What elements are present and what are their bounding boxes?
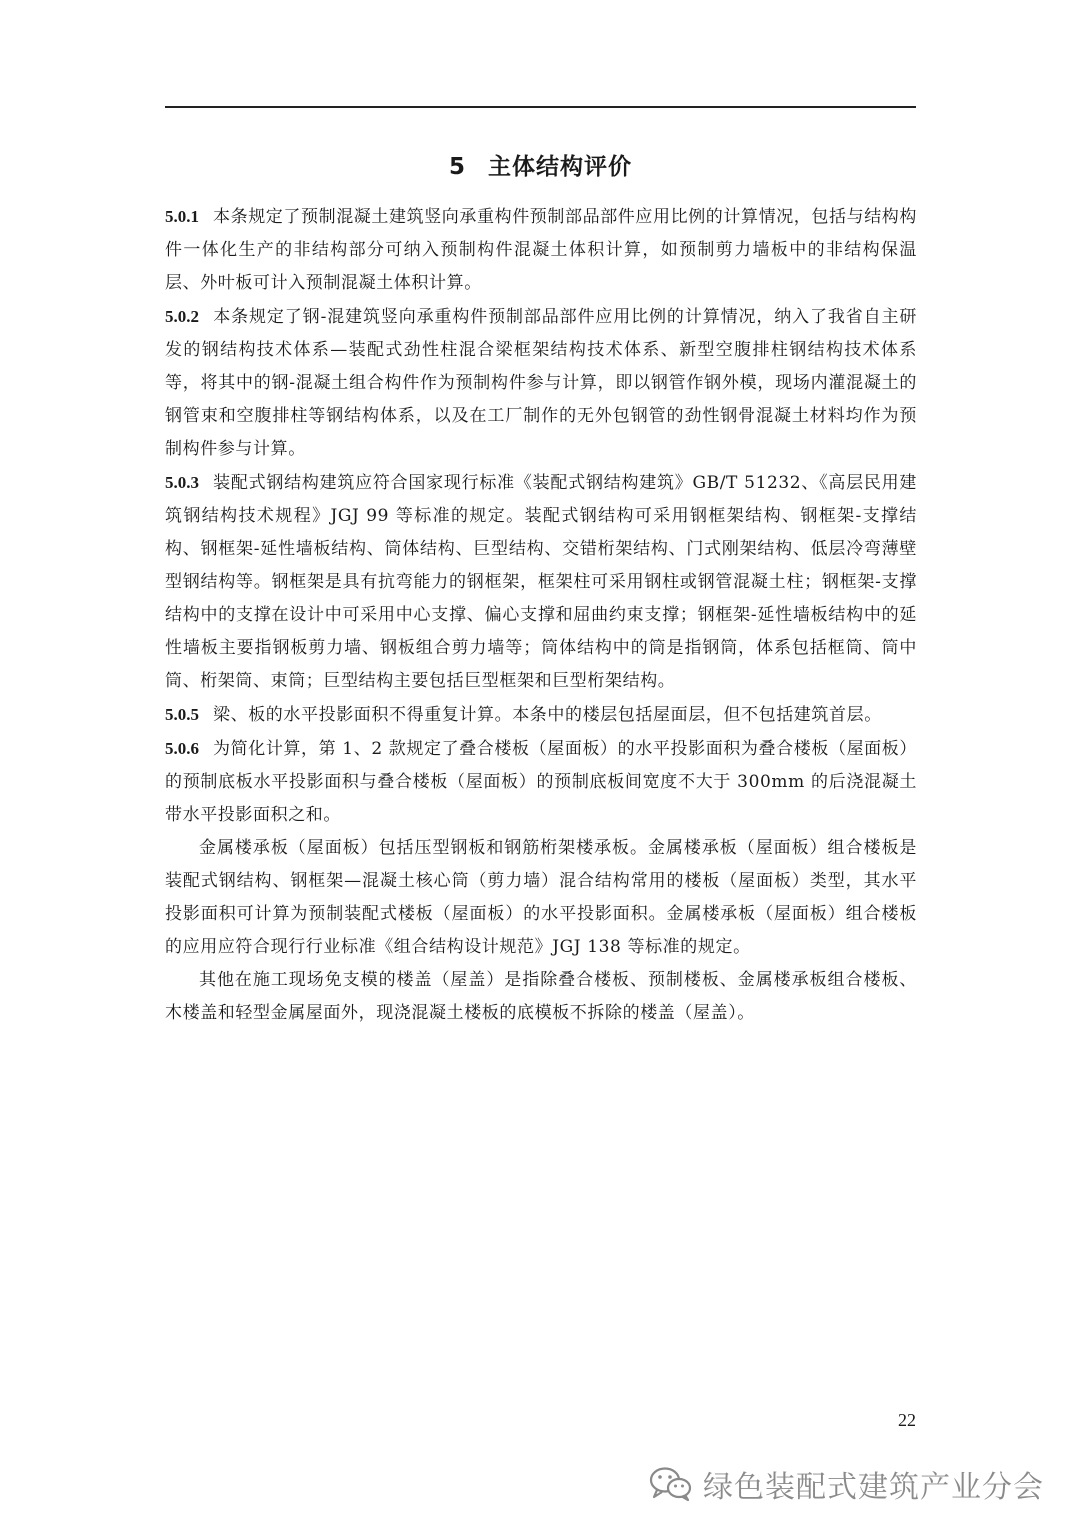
clause-number: 5.0.2 bbox=[165, 307, 199, 326]
watermark-text: 绿色装配式建筑产业分会 bbox=[703, 1470, 1044, 1505]
page-number: 22 bbox=[898, 1410, 916, 1430]
clause-number: 5.0.6 bbox=[165, 739, 199, 758]
chapter-title bbox=[165, 148, 916, 181]
clause-number: 5.0.1 bbox=[165, 207, 199, 226]
clause-5-0-6 bbox=[165, 732, 917, 832]
clause-text: 本条规定了预制混凝土建筑竖向承重构件预制部品部件应用比例的计算情况，包括与结构构件一体化生产的非结构部分可纳入预制构件混凝土体积计算，如预制剪力墙板中的非结构保温层、外叶板可计入预制混凝土体积计算。 bbox=[165, 207, 917, 293]
wechat-icon bbox=[649, 1466, 693, 1502]
clause-5-0-5 bbox=[165, 698, 917, 732]
body-paragraph: 其他在施工现场免支模的楼盖（屋盖）是指除叠合楼板、预制楼板、金属楼承板组合楼板、木楼盖和轻型金属屋面外，现浇混凝土楼板的底模板不拆除的楼盖（屋盖）。 bbox=[165, 970, 917, 1023]
clause-5-0-2 bbox=[165, 300, 917, 466]
clause-5-0-1 bbox=[165, 200, 917, 300]
clause-text: 本条规定了钢-混建筑竖向承重构件预制部品部件应用比例的计算情况，纳入了我省自主研发的钢结构技术体系—装配式劲性柱混合梁框架结构技术体系、新型空腹排柱钢结构技术体系等，将其中的钢-混凝土组合构件作为预制构件参与计算，即以钢管作钢外模，现场内灌混凝土的钢管束和空腹排柱等钢结构体系，以及在工厂制作的无外包钢管的劲性钢骨混凝土材料均作为预制构件参与计算。 bbox=[165, 307, 917, 459]
clause-number: 5.0.5 bbox=[165, 705, 199, 724]
body-paragraph: 金属楼承板（屋面板）包括压型钢板和钢筋桁架楼承板。金属楼承板（屋面板）组合楼板是装配式钢结构、钢框架—混凝土核心筒（剪力墙）混合结构常用的楼板（屋面板）类型，其水平投影面积可计算为预制装配式楼板（屋面板）的水平投影面积。金属楼承板（屋面板）组合楼板的应用应符合现行行业标准《组合结构设计规范》JGJ 138 等标准的规定。 bbox=[165, 838, 917, 957]
clause-text: 梁、板的水平投影面积不得重复计算。本条中的楼层包括屋面层，但不包括建筑首层。 bbox=[213, 705, 882, 725]
clause-number: 5.0.3 bbox=[165, 473, 199, 492]
header-rule bbox=[165, 106, 916, 108]
watermark bbox=[649, 1462, 1044, 1506]
clause-text: 装配式钢结构建筑应符合国家现行标准《装配式钢结构建筑》GB/T 51232、《高层民用建筑钢结构技术规程》JGJ 99 等标准的规定。装配式钢结构可采用钢框架结构、钢框架-支撑结构、钢框架-延性墙板结构、筒体结构、巨型结构、交错桁架结构、门式刚架结构、低层冷弯薄壁型钢结构等。钢框架是具有抗弯能力的钢框架，框架柱可采用钢柱或钢管混凝土柱；钢框架-支撑结构中的支撑在设计中可采用中心支撑、偏心支撑和屈曲约束支撑；钢框架-延性墙板结构中的延性墙板主要指钢板剪力墙、钢板组合剪力墙等；筒体结构中的筒是指钢筒，体系包括框筒、筒中筒、桁架筒、束筒；巨型结构主要包括巨型框架和巨型桁架结构。 bbox=[165, 473, 917, 691]
document-body bbox=[165, 200, 917, 1030]
chapter-title-text: 主体结构评价 bbox=[488, 154, 632, 180]
clause-text: 为简化计算，第 1、2 款规定了叠合楼板（屋面板）的水平投影面积为叠合楼板（屋面板）的预制底板水平投影面积与叠合楼板（屋面板）的预制底板间宽度不大于 300mm 的后浇混凝土带水平投影面积之和。 bbox=[165, 739, 917, 825]
clause-5-0-3 bbox=[165, 466, 917, 698]
chapter-number: 5 bbox=[448, 154, 466, 180]
